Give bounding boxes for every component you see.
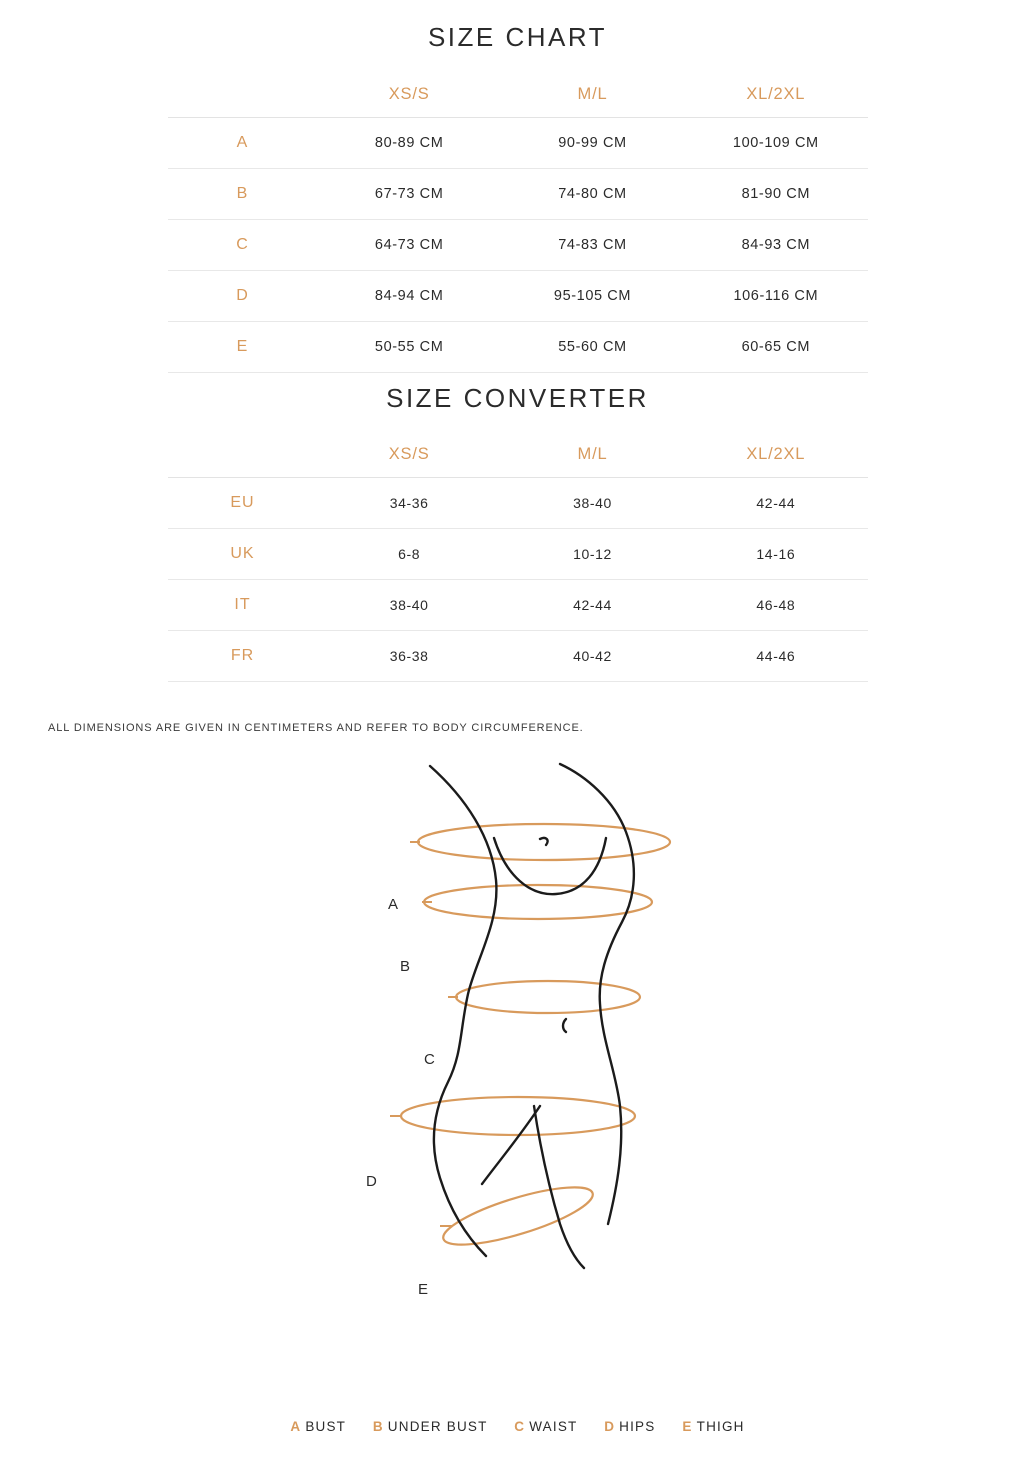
- legend-item-under-bust: [373, 1419, 492, 1434]
- marker-d: D: [366, 1173, 378, 1190]
- row-label: UK: [230, 545, 255, 563]
- legend-item-hips: [604, 1419, 660, 1434]
- legend: [0, 1419, 1035, 1434]
- table-cell: 50-55 CM: [374, 339, 444, 355]
- table-cell: 40-42: [573, 648, 612, 665]
- table-cell: 67-73 CM: [374, 186, 444, 202]
- table-cell: 6-8: [398, 546, 421, 563]
- legend-key: D: [604, 1419, 616, 1434]
- size-converter-head: [168, 431, 868, 478]
- outline-front: [430, 766, 496, 1256]
- hip-detail: [482, 1106, 540, 1184]
- marker-e: E: [418, 1281, 429, 1298]
- table-header-row: [168, 71, 868, 118]
- size-guide-page: [0, 22, 1035, 1462]
- table-cell: 38-40: [573, 495, 612, 512]
- legend-label: WAIST: [529, 1419, 578, 1434]
- row-label: C: [236, 236, 249, 253]
- ring-c: [456, 981, 640, 1013]
- bust-detail: [540, 838, 548, 845]
- size-chart-col-2: M/L: [501, 71, 684, 118]
- table-cell: 46-48: [756, 597, 796, 614]
- table-cell: 81-90 CM: [741, 186, 811, 202]
- legend-item-waist: [514, 1419, 582, 1434]
- table-row: [168, 580, 868, 631]
- size-chart-table-wrap: [168, 71, 868, 373]
- table-row: [168, 220, 868, 271]
- table-cell: 95-105 CM: [553, 288, 632, 304]
- row-label: D: [236, 287, 249, 304]
- table-header-row: [168, 431, 868, 478]
- legend-key: C: [514, 1419, 526, 1434]
- table-cell: 38-40: [389, 597, 429, 614]
- table-cell: 64-73 CM: [374, 237, 444, 253]
- size-chart-title: SIZE CHART: [427, 22, 608, 52]
- size-converter-col-1: XS/S: [318, 431, 501, 478]
- row-label: B: [236, 185, 249, 202]
- table-row: [168, 631, 868, 682]
- body-diagram-svg: [0, 754, 1035, 1274]
- size-converter-col-3: XL/2XL: [684, 431, 867, 478]
- size-chart-table: [168, 71, 868, 373]
- table-cell: 36-38: [389, 648, 429, 665]
- table-cell: 74-83 CM: [558, 237, 627, 253]
- table-cell: 42-44: [756, 495, 796, 512]
- table-cell: 42-44: [573, 597, 612, 614]
- size-converter-table-wrap: [168, 431, 868, 682]
- table-cell: 10-12: [573, 546, 612, 563]
- legend-key: B: [372, 1419, 384, 1434]
- legend-key: E: [682, 1419, 693, 1434]
- table-cell: 106-116 CM: [733, 288, 819, 304]
- measurement-rings: [401, 824, 670, 1256]
- table-cell: 84-94 CM: [374, 288, 444, 304]
- table-cell: 55-60 CM: [558, 339, 627, 355]
- size-chart-body: [168, 118, 868, 373]
- row-label: FR: [230, 647, 255, 665]
- table-cell: 100-109 CM: [732, 135, 819, 151]
- table-cell: 74-80 CM: [558, 186, 627, 202]
- row-label: EU: [230, 494, 255, 512]
- measurement-note: ALL DIMENSIONS ARE GIVEN IN CENTIMETERS AND REFER TO BODY CIRCUMFERENCE.: [48, 722, 584, 735]
- size-converter-table: [168, 431, 868, 682]
- size-converter-title: SIZE CONVERTER: [386, 383, 649, 413]
- row-label: IT: [234, 596, 251, 614]
- table-row: [168, 529, 868, 580]
- ring-b: [424, 885, 652, 919]
- table-cell: 34-36: [389, 495, 429, 512]
- size-converter-body: [168, 478, 868, 682]
- table-row: [168, 118, 868, 169]
- body-figure: [0, 754, 1035, 1274]
- table-cell: 44-46: [756, 648, 796, 665]
- navel-detail: [563, 1019, 566, 1032]
- marker-c: C: [424, 1051, 436, 1068]
- table-row: [168, 478, 868, 529]
- table-row: [168, 169, 868, 220]
- size-chart-col-1: XS/S: [318, 71, 501, 118]
- size-chart-col-3: XL/2XL: [684, 71, 867, 118]
- legend-label: THIGH: [696, 1419, 745, 1434]
- marker-a: A: [388, 896, 399, 913]
- table-cell: 90-99 CM: [558, 135, 627, 151]
- legend-label: UNDER BUST: [387, 1419, 488, 1434]
- marker-b: B: [400, 958, 411, 975]
- table-cell: 84-93 CM: [741, 237, 811, 253]
- size-converter-col-0: [168, 431, 318, 478]
- legend-item-thigh: [682, 1419, 744, 1434]
- row-label: A: [236, 134, 249, 151]
- ring-e: [438, 1176, 598, 1256]
- table-cell: 80-89 CM: [374, 135, 444, 151]
- table-row: [168, 322, 868, 373]
- legend-label: HIPS: [619, 1419, 656, 1434]
- table-cell: 60-65 CM: [741, 339, 811, 355]
- table-row: [168, 271, 868, 322]
- size-chart-col-0: [168, 71, 318, 118]
- outline-back: [560, 764, 634, 1224]
- size-chart-head: [168, 71, 868, 118]
- legend-item-bust: [290, 1419, 350, 1434]
- size-converter-col-2: M/L: [501, 431, 684, 478]
- legend-key: A: [290, 1419, 302, 1434]
- legend-label: BUST: [305, 1419, 346, 1434]
- row-label: E: [236, 338, 249, 355]
- table-cell: 14-16: [756, 546, 796, 563]
